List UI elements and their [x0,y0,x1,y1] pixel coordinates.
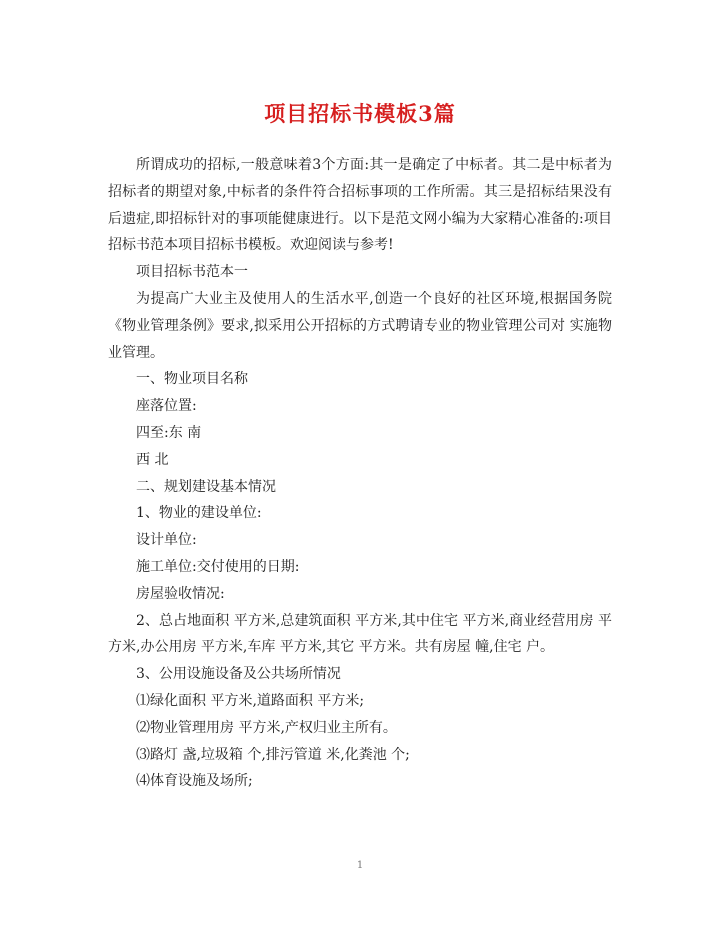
intro-paragraph: 所谓成功的招标,一般意味着3个方面:其一是确定了中标者。其二是中标者为招标者的期望对象,中标者的条件符合招标事项的工作所需。其三是招标结果没有后遗症,即招标针对的事项能健康进行。以下是范文网小编为大家精心准备的:项目招标书范本项目招标书模板。欢迎阅读与参考! [108,157,612,254]
facility-line-4: ⑷体育设施及场所; [136,773,253,790]
section-paragraph: 为提高广大业主及使用人的生活水平,创造一个良好的社区环境,根据国务院《物业管理条例》要求,拟采用公开招标的方式聘请专业的物业管理公司对 实施物业管理。 [108,290,612,361]
document-title: 项目招标书模板3篇 [264,101,456,126]
area-paragraph: 2、总占地面积 平方米,总建筑面积 平方米,其中住宅 平方米,商业经营用房 平方米,办公用房 平方米,车库 平方米,其它 平方米。共有房屋 幢,住宅 户。 [108,612,612,656]
sub1-line: 1、物业的建设单位: [136,505,262,522]
boundary-line-1: 四至:东 南 [136,424,202,441]
design-unit-line: 设计单位: [136,532,197,549]
item2-heading: 二、规划建设基本情况 [136,478,276,495]
construction-unit-line: 施工单位:交付使用的日期: [136,558,300,575]
boundary-line-2: 西 北 [136,451,169,468]
document-body [108,152,612,795]
page-number: 1 [356,860,364,871]
acceptance-line: 房屋验收情况: [136,585,225,602]
item1-heading: 一、物业项目名称 [136,371,248,388]
facility-line-1: ⑴绿化面积 平方米,道路面积 平方米; [136,692,365,709]
facility-line-3: ⑶路灯 盏,垃圾箱 个,排污管道 米,化粪池 个; [136,746,410,763]
facility-line-2: ⑵物业管理用房 平方米,产权归业主所有。 [136,719,397,736]
sub3-heading: 3、公用设施设备及公共场所情况 [136,666,341,683]
location-line: 座落位置: [136,398,197,415]
section-heading: 项目招标书范本一 [136,264,248,281]
